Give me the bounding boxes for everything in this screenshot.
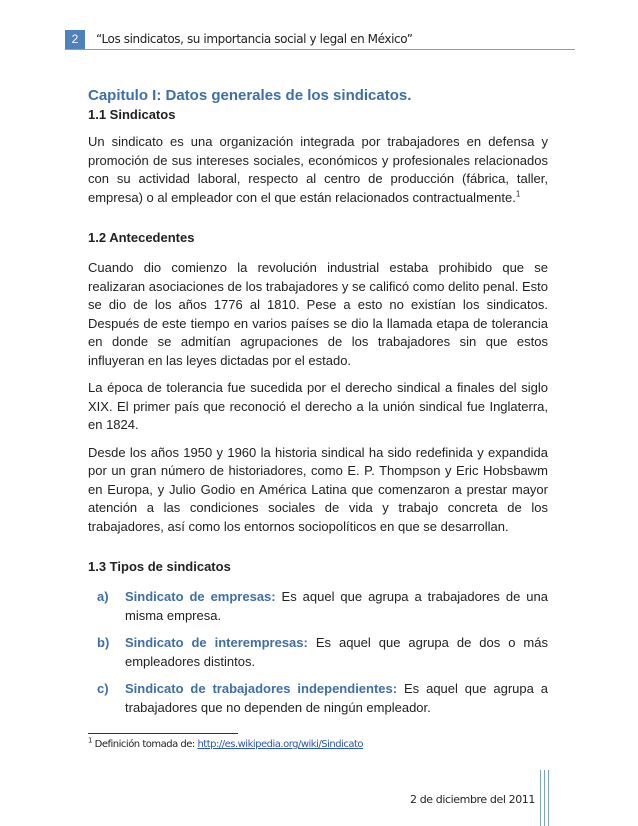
footnote-text: Definición tomada de: xyxy=(91,739,198,750)
page-header xyxy=(65,30,575,50)
section-heading-1-2: 1.2 Antecedentes xyxy=(88,230,195,245)
list-term: Sindicato de trabajadores independientes: xyxy=(125,681,398,696)
footnote-divider xyxy=(88,733,238,734)
page-number: 2 xyxy=(65,30,85,49)
footnote xyxy=(88,738,363,752)
footnote-link[interactable]: http://es.wikipedia.org/wiki/Sindicato xyxy=(197,739,363,750)
running-title: “Los sindicatos, su importancia social y legal en México” xyxy=(96,32,413,46)
paragraph-definition xyxy=(88,133,548,207)
footer-date: 2 de diciembre del 2011 xyxy=(410,793,535,806)
paragraph-antecedentes-1: Cuando dio comienzo la revolución industrial estaba prohibido que se realizaran asociaciones de los trabajadores y se calificó como delito penal. Esto se dio de los años 1776 al 1810. Pese a esto no existían los sindicatos. Después de este tiempo en varios países se dio la llamada etapa de tolerancia en donde se admitían agrupaciones de los trabajadores sin que estos influyeran en las leyes dictadas por el estado. xyxy=(88,260,548,368)
list-item xyxy=(97,680,549,717)
footer-divider-line xyxy=(548,770,549,826)
list-text: Es aquel que agrupa a trabajadores que no dependen de ningún empleador. xyxy=(125,681,549,715)
page-body xyxy=(88,86,548,717)
footnote-reference[interactable]: 1 xyxy=(515,189,521,199)
list-text: Es aquel que agrupa a trabajadores de una misma empresa. xyxy=(125,589,548,623)
list-marker: b) xyxy=(97,635,110,650)
section-heading-1-1: 1.1 Sindicatos xyxy=(88,107,176,122)
paragraph-definition-text: Un sindicato es una organización integrada por trabajadores en defensa y promoción de sus intereses sociales, económicos y profesionales relacionados con su actividad laboral, respecto al centro de producción (fábrica, taller, empresa) o al empleador con el que están relacionados contractualmente. xyxy=(88,134,548,205)
chapter-title: Capitulo I: Datos generales de los sindicatos. xyxy=(88,87,412,104)
footnote-number: 1 xyxy=(88,736,92,745)
list-item xyxy=(97,588,548,625)
paragraph-antecedentes-3: Desde los años 1950 y 1960 la historia sindical ha sido redefinida y expandida por un gran número de historiadores, como E. P. Thompson y Eric Hobsbawm en Europa, y Julio Godio en América Latina que comenzaron a prestar mayor atención a las condiciones sociales de vida y trabajo concreta de los trabajadores, así como los entornos sociopolíticos en que se desarrollan. xyxy=(88,444,548,534)
list-term: Sindicato de empresas: xyxy=(125,589,276,604)
section-heading-1-3: 1.3 Tipos de sindicatos xyxy=(88,559,231,574)
sindicato-types-list xyxy=(88,588,548,717)
list-text: Es aquel que agrupa de dos o más empleadores distintos. xyxy=(125,635,548,669)
paragraph-antecedentes-2: La época de tolerancia fue sucedida por el derecho sindical a finales del siglo XIX. El primer país que reconoció el derecho a la unión sindical fue Inglaterra, en 1824. xyxy=(88,380,548,432)
list-marker: a) xyxy=(97,589,109,604)
list-marker: c) xyxy=(97,681,109,696)
list-item xyxy=(97,634,548,671)
list-term: Sindicato de interempresas: xyxy=(125,635,308,650)
footer-divider-line xyxy=(540,770,541,826)
footer-divider-line xyxy=(544,770,545,826)
